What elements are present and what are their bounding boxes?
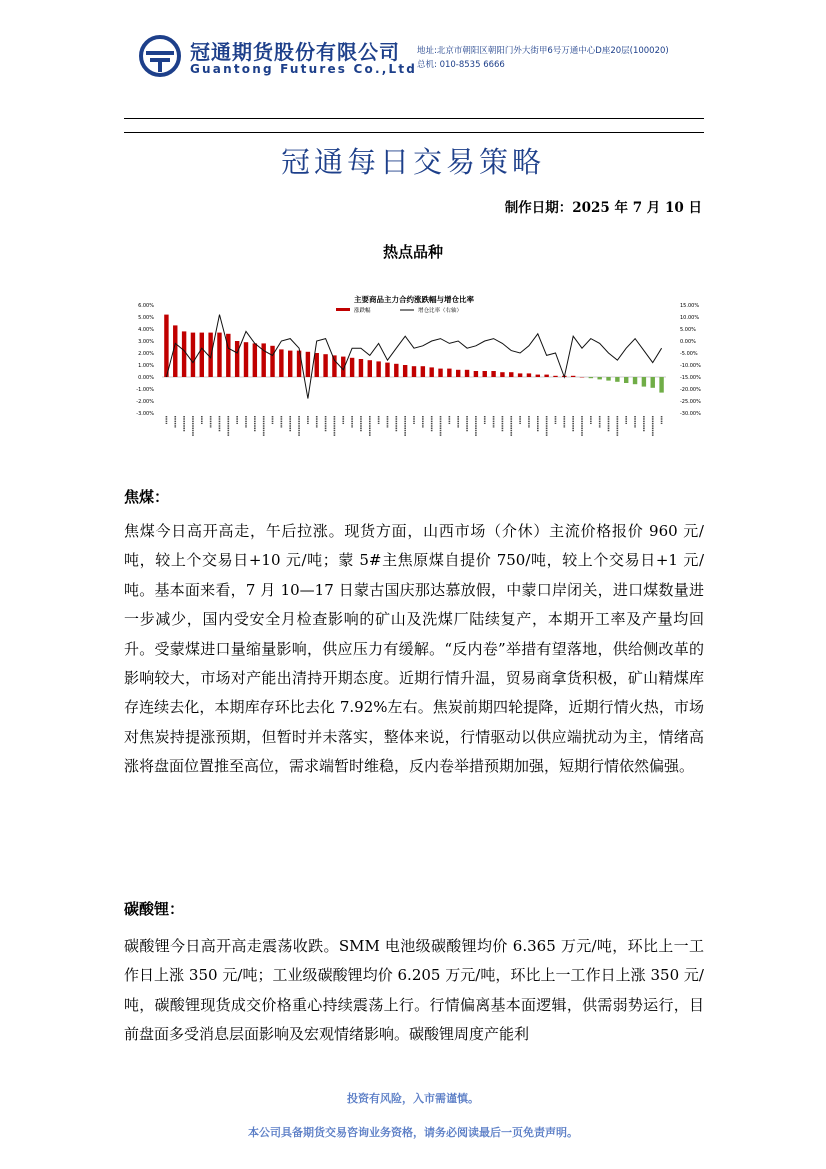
- y-left-tick-label: 5.00%: [138, 315, 154, 321]
- bar-series: [162, 315, 666, 393]
- bar: [332, 355, 336, 377]
- bar: [474, 371, 478, 377]
- bar: [651, 377, 655, 388]
- bar: [518, 373, 522, 377]
- bar: [597, 377, 601, 379]
- y-right-tick-label: -10.00%: [680, 363, 701, 369]
- bar: [376, 361, 380, 377]
- bar: [438, 369, 442, 377]
- company-name-en: Guantong Futures Co.,Ltd: [190, 62, 418, 76]
- y-left-tick-label: 4.00%: [138, 327, 154, 333]
- bar: [164, 315, 168, 377]
- bar: [491, 371, 495, 377]
- bar: [394, 364, 398, 377]
- bar: [544, 375, 548, 377]
- company-address: 地址:北京市朝阳区朝阳门外大街甲6号万通中心D座20层(100020): [417, 46, 669, 56]
- section-body-coking-coal: 焦煤今日高开高走，午后拉涨。现货方面，山西市场（介休）主流价格报价 960 元/吨，较上个交易日+10 元/吨；蒙 5#主焦原煤自提价 750/吨，较上个交易日+1 元/吨。基本面来看，7 月 10—17 日蒙古国庆那达慕放假，中蒙口岸闭关，进口煤数量进一步减少，国内受安全月检查影响的矿山及洗煤厂陆续复产，本期开工率及产量均回升。受蒙煤进口量缩量影响，供应压力有缓解。“反内卷”举措有望落地，供给侧改革的影响较大，市场对产能出清持开期态度。近期行情升温，贸易商拿货积极，矿山精煤库存连续去化，本期库存环比去化 7.92%左右。焦炭前期四轮提降，近期行情火热，市场对焦炭持提涨预期，但暂时并未落实，整体来说，行情驱动以供应端扰动为主，情绪高涨将盘面位置推至高位，需求端暂时维稳，反内卷举措预期加强，短期行情依然偏强。: [124, 522, 704, 776]
- commodity-change-chart: [136, 288, 701, 458]
- bar: [182, 331, 186, 377]
- bar: [465, 370, 469, 377]
- chart-title: 主要商品主力合约涨跌幅与增仓比率: [354, 295, 474, 304]
- x-axis-labels: [166, 416, 661, 436]
- bar: [500, 372, 504, 377]
- y-axis-left: [136, 303, 154, 417]
- legend-swatch-change: [336, 308, 350, 311]
- bar: [261, 343, 265, 377]
- bar: [536, 375, 540, 377]
- y-left-tick-label: -3.00%: [136, 411, 154, 417]
- bar: [527, 373, 531, 377]
- bar: [633, 377, 637, 384]
- bar: [509, 372, 513, 377]
- y-left-tick-label: 3.00%: [138, 339, 154, 345]
- bar: [244, 342, 248, 377]
- chart-legend: [336, 306, 462, 314]
- y-right-tick-label: -25.00%: [680, 399, 701, 405]
- bar: [200, 333, 204, 377]
- section-body-lithium-carbonate: 碳酸锂今日高开高走震荡收跌。SMM 电池级碳酸锂均价 6.365 万元/吨，环比上一工作日上涨 350 元/吨；工业级碳酸锂均价 6.205 万元/吨，环比上一工作日上涨 350 元/吨，碳酸锂现货成交价格重心持续震荡上行。行情偏离基本面逻辑，供需弱势运行，目前盘面多受消息层面影响及宏观情绪影响。碳酸锂周度产能利: [124, 937, 704, 1044]
- y-left-tick-label: 0.00%: [138, 375, 154, 381]
- y-right-tick-label: 15.00%: [680, 303, 700, 309]
- y-right-tick-label: -30.00%: [680, 411, 701, 417]
- y-right-tick-label: 5.00%: [680, 327, 696, 333]
- company-name-cn: 冠通期货股份有限公司: [190, 40, 400, 64]
- y-axis-right: [680, 303, 701, 417]
- y-left-tick-label: -2.00%: [136, 399, 154, 405]
- risk-notice: 投资有风险，入市需谨慎。: [347, 1092, 479, 1105]
- y-left-tick-label: -1.00%: [136, 387, 154, 393]
- disclaimer-notice: 本公司具备期货交易咨询业务资格，请务必阅读最后一页免责声明。: [248, 1126, 578, 1139]
- bar: [429, 367, 433, 377]
- hot-varieties-heading: 热点品种: [382, 243, 443, 261]
- section-heading-lithium-carbonate: 碳酸锂：: [124, 900, 185, 918]
- y-left-tick-label: 1.00%: [138, 363, 154, 369]
- y-right-tick-label: 0.00%: [680, 339, 696, 345]
- bar: [624, 377, 628, 383]
- bar: [483, 371, 487, 377]
- bar: [306, 352, 310, 377]
- open-interest-line: [166, 315, 661, 399]
- bar: [447, 369, 451, 377]
- bar: [279, 349, 283, 377]
- bar: [315, 353, 319, 377]
- bar: [217, 333, 221, 377]
- y-left-tick-label: 6.00%: [138, 303, 154, 309]
- header-divider-top: [124, 118, 704, 119]
- bar: [235, 341, 239, 377]
- bar: [385, 363, 389, 377]
- bar: [615, 377, 619, 382]
- y-right-tick-label: -5.00%: [680, 351, 698, 357]
- y-right-tick-label: 10.00%: [680, 315, 700, 321]
- page-title: 冠通每日交易策略: [280, 145, 545, 179]
- bar: [270, 346, 274, 377]
- legend-label-oi: 增仓比率（右轴）: [418, 308, 463, 314]
- y-right-tick-label: -20.00%: [680, 387, 701, 393]
- bar: [368, 360, 372, 377]
- bar: [659, 377, 663, 393]
- bar: [412, 366, 416, 377]
- bar: [288, 351, 292, 377]
- bar: [323, 354, 327, 377]
- bar: [421, 366, 425, 377]
- bar: [553, 376, 557, 377]
- bar: [589, 377, 593, 378]
- section-heading-coking-coal: 焦煤：: [124, 488, 170, 506]
- header-divider-bottom: [124, 132, 704, 133]
- bar: [208, 333, 212, 377]
- company-logo-icon: [138, 34, 182, 78]
- bar: [606, 377, 610, 381]
- bar: [456, 370, 460, 377]
- bar: [642, 377, 646, 387]
- bar: [571, 376, 575, 377]
- company-phone: 总机: 010-8535 6666: [417, 60, 505, 70]
- y-left-tick-label: 2.00%: [138, 351, 154, 357]
- bar: [226, 334, 230, 377]
- bar: [191, 333, 195, 377]
- bar: [350, 358, 354, 377]
- bar: [403, 365, 407, 377]
- y-right-tick-label: -15.00%: [680, 375, 701, 381]
- production-date: 制作日期：2025 年 7 月 10 日: [504, 200, 702, 216]
- bar: [253, 343, 257, 377]
- bar: [359, 359, 363, 377]
- legend-label-change: 涨跌幅: [354, 308, 371, 314]
